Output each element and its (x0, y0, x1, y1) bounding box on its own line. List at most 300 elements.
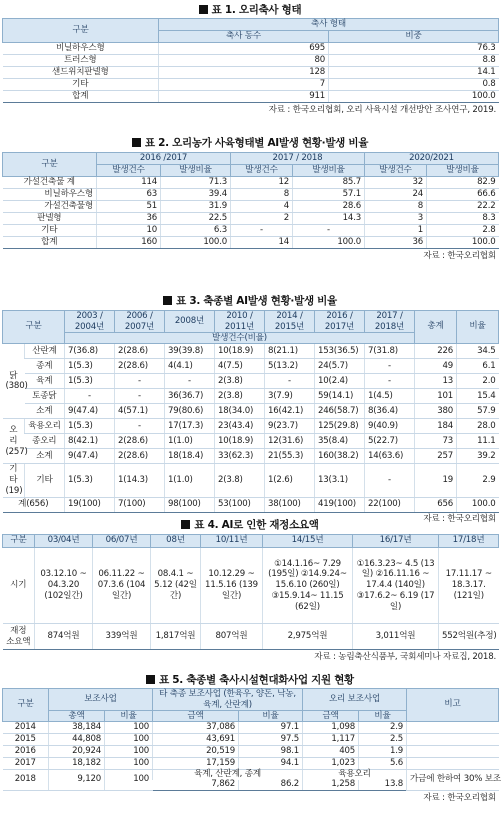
ratio-cell: 0.8 (329, 79, 499, 91)
count-cell: 911 (159, 91, 329, 103)
table-row (3, 213, 499, 225)
value-cell: 1,023 (303, 758, 359, 770)
t4-period: 14/15년 (263, 535, 353, 548)
t5-sub-header: 금액 (153, 711, 239, 722)
value-cell: 2(28.6) (115, 449, 165, 464)
value-cell: 17,159 (153, 758, 239, 770)
value-cell: 2(3.8) (215, 464, 265, 497)
value-cell: 160 (97, 237, 161, 249)
t5-body (3, 722, 499, 770)
t4-cost: 874억원 (35, 624, 93, 650)
t4-period: 16/17년 (353, 535, 439, 548)
value-cell: 2(28.6) (115, 344, 165, 359)
count-cell: 695 (159, 43, 329, 55)
value-cell: 1(1.0) (165, 464, 215, 497)
value-cell: 19 (415, 464, 457, 497)
table-row (3, 201, 499, 213)
row-label: 2015 (3, 734, 49, 746)
value-cell: 49 (415, 359, 457, 374)
table-row (3, 722, 499, 734)
value-cell: 100 (105, 722, 153, 734)
value-cell: 71.3 (161, 177, 231, 189)
t5-2018-ratio: 100 (105, 770, 153, 791)
row-label: 소계 (25, 449, 65, 464)
t5-sub-header: 비율 (105, 711, 153, 722)
value-cell: 9(40.9) (365, 419, 415, 434)
value-cell: - (115, 389, 165, 404)
value-cell: 32 (365, 177, 427, 189)
value-cell (407, 722, 499, 734)
value-cell: 6.3 (161, 225, 231, 237)
row-label: 종오리 (25, 434, 65, 449)
table-row (3, 189, 499, 201)
t2-sub-header: 발생건수 (231, 165, 293, 177)
value-cell: 2(3.8) (215, 374, 265, 389)
value-cell: 1(2.6) (265, 464, 315, 497)
ratio-cell: 8.8 (329, 55, 499, 67)
value-cell: 39.4 (161, 189, 231, 201)
count-cell: 7 (159, 79, 329, 91)
value-cell: 59(14.1) (315, 389, 365, 404)
value-cell: 18,182 (49, 758, 105, 770)
value-cell: 8(21.1) (265, 344, 315, 359)
table-4 (2, 534, 499, 650)
value-cell: 3(7.9) (265, 389, 315, 404)
t3-year-header: 2010 / 2011년 (215, 311, 265, 333)
value-cell: 10(18.9) (215, 344, 265, 359)
value-cell: 43,691 (153, 734, 239, 746)
t4-date: ①16.3.23~ 4.5 (13일) ②16.11.16 ~ 17.4.4 (140일) ③17.6.2~ 6.19 (17일) (353, 548, 439, 624)
value-cell: 38(100) (265, 497, 315, 512)
t5-2018-other-ratio: 86.2 (239, 780, 303, 790)
t3-year-header: 2003 / 2004년 (65, 311, 115, 333)
t4-source: 자료 : 농림축산식품부, 국회세미나 자료집, 2018. (314, 652, 496, 662)
value-cell: 51 (97, 201, 161, 213)
table-4-block (2, 517, 498, 664)
t5-header-support: 보조사업 (49, 689, 153, 711)
t5-2018-duck-label: 육용오리 (303, 770, 407, 780)
table-row (3, 374, 499, 389)
value-cell: 2(28.6) (115, 434, 165, 449)
value-cell: 100.0 (161, 237, 231, 249)
bullet-square-icon (146, 675, 155, 684)
t2-period: 2017 / 2018 (231, 153, 365, 165)
value-cell: 57.9 (457, 404, 499, 419)
value-cell: 9(47.4) (65, 449, 115, 464)
value-cell: 7(100) (115, 497, 165, 512)
value-cell: 160(38.2) (315, 449, 365, 464)
t4-date: 17.11.17 ~ 18.3.17. (121일) (439, 548, 499, 624)
value-cell: 8(36.4) (365, 404, 415, 419)
t4-cost: 339억원 (93, 624, 151, 650)
value-cell: 98.1 (239, 746, 303, 758)
value-cell: 82.9 (427, 177, 499, 189)
value-cell: 4(57.1) (115, 404, 165, 419)
table-row (3, 91, 499, 103)
t5-2018-note: 가금에 한하여 30% 보조 (407, 770, 499, 791)
value-cell: 100 (105, 734, 153, 746)
value-cell: 2(28.6) (115, 359, 165, 374)
t1-header-type: 축사 형태 (159, 19, 499, 31)
value-cell: 184 (415, 419, 457, 434)
t4-cost: 1,817억원 (151, 624, 201, 650)
t1-source: 자료 : 한국오리협회, 오리 사육시설 개선방안 조사연구, 2019. (268, 105, 496, 115)
t1-header-ratio: 비중 (329, 31, 499, 43)
t5-2018-duck-amount: 1,258 (303, 780, 359, 790)
value-cell: 35(8.4) (315, 434, 365, 449)
row-label: 트러스형 (3, 55, 159, 67)
value-cell: 4 (231, 201, 293, 213)
bullet-square-icon (199, 5, 208, 14)
row-label: 계(656) (3, 497, 65, 512)
value-cell: 2.5 (359, 734, 407, 746)
row-label: 비닐하우스형 (3, 43, 159, 55)
ratio-cell: 14.1 (329, 67, 499, 79)
value-cell: 36(36.7) (165, 389, 215, 404)
value-cell: 8 (231, 189, 293, 201)
table-row (3, 177, 499, 189)
t4-period: 10/11년 (201, 535, 263, 548)
t4-period: 06/07년 (93, 535, 151, 548)
table-1-title: 표 1. 오리축사 형태 (2, 2, 498, 18)
table-1-block (2, 2, 498, 117)
t3-header-ratio: 비율 (457, 311, 499, 344)
value-cell: 10(2.4) (315, 374, 365, 389)
t4-period: 17/18년 (439, 535, 499, 548)
t2-sub-header: 발생건수 (365, 165, 427, 177)
row-label: 종계 (25, 359, 65, 374)
value-cell: 8 (365, 201, 427, 213)
value-cell: - (293, 225, 365, 237)
row-label: 기타 (25, 464, 65, 497)
t5-header-group: 구분 (3, 689, 49, 722)
value-cell: 656 (415, 497, 457, 512)
t3-body (3, 344, 499, 512)
value-cell: 85.7 (293, 177, 365, 189)
value-cell: 19(100) (65, 497, 115, 512)
value-cell: 53(100) (215, 497, 265, 512)
value-cell: 125(29.8) (315, 419, 365, 434)
t4-date: ①14.1.16~ 7.29 (195일) ②14.9.24~ 15.6.10 (260일) ③15.9.14~ 11.15 (62일) (263, 548, 353, 624)
row-label: 가설건축물 계 (3, 177, 97, 189)
row-label: 기타 (3, 79, 159, 91)
t5-sub-header: 금액 (303, 711, 359, 722)
t3-header-group: 구분 (3, 311, 65, 344)
table-3 (2, 310, 499, 513)
value-cell: 20,519 (153, 746, 239, 758)
table-row (3, 734, 499, 746)
t3-year-header: 2008년 (165, 311, 215, 333)
count-cell: 80 (159, 55, 329, 67)
value-cell: 1(14.3) (115, 464, 165, 497)
value-cell: - (265, 374, 315, 389)
t4-cost: 2,975억원 (263, 624, 353, 650)
t3-year-header: 2016 / 2017년 (315, 311, 365, 333)
row-label: 합계 (3, 237, 97, 249)
t4-cost: 807억원 (201, 624, 263, 650)
value-cell: 8(42.1) (65, 434, 115, 449)
table-1 (2, 18, 499, 103)
value-cell (407, 734, 499, 746)
value-cell: 1(5.3) (65, 464, 115, 497)
row-label: 가설건축물형 (3, 201, 97, 213)
value-cell: 9(23.7) (265, 419, 315, 434)
table-row (3, 344, 499, 359)
table-row (3, 419, 499, 434)
table-row (3, 404, 499, 419)
t4-date: 08.4.1 ~ 5.12 (42일간) (151, 548, 201, 624)
t3-year-header: 2014 / 2015년 (265, 311, 315, 333)
t5-header-other: 타 축종 보조사업 (한육우, 양돈, 낙농, 육계, 산란계) (153, 689, 303, 711)
value-cell: 28.0 (457, 419, 499, 434)
value-cell: 1 (365, 225, 427, 237)
value-cell: 3 (365, 213, 427, 225)
value-cell: 1(5.3) (65, 419, 115, 434)
value-cell: 36 (97, 213, 161, 225)
value-cell: 2 (231, 213, 293, 225)
value-cell: 1.9 (359, 746, 407, 758)
value-cell: 66.6 (427, 189, 499, 201)
value-cell: 39.2 (457, 449, 499, 464)
value-cell: 257 (415, 449, 457, 464)
t2-period: 2020/2021 (365, 153, 499, 165)
value-cell: 97.1 (239, 722, 303, 734)
row-label: 합계 (3, 91, 159, 103)
table-row (3, 43, 499, 55)
table-5 (2, 688, 499, 791)
value-cell: 13 (415, 374, 457, 389)
value-cell: 4(7.5) (215, 359, 265, 374)
t3-year-header: 2017 / 2018년 (365, 311, 415, 333)
value-cell: 100 (105, 746, 153, 758)
value-cell (407, 746, 499, 758)
table-row (3, 746, 499, 758)
t5-2018-other-label: 육계, 산란계, 종계 (153, 770, 303, 780)
table-row (3, 237, 499, 249)
t5-source: 자료 : 한국오리협회 (423, 793, 496, 804)
t5-sub-header: 비율 (239, 711, 303, 722)
t2-source: 자료 : 한국오리협회 (423, 251, 496, 261)
t5-2018-other-amount: 7,862 (153, 780, 239, 790)
table-row (3, 449, 499, 464)
t2-sub-header: 발생비율 (161, 165, 231, 177)
table-5-title: 표 5. 축종별 축사시설현대화사업 지원 현황 (2, 672, 498, 688)
value-cell: 14.3 (293, 213, 365, 225)
t2-period: 2016 /2017 (97, 153, 231, 165)
value-cell: 22.5 (161, 213, 231, 225)
value-cell: 2.9 (457, 464, 499, 497)
value-cell: 2.8 (427, 225, 499, 237)
table-row (3, 225, 499, 237)
row-label: 샌드위치판넬형 (3, 67, 159, 79)
value-cell: 37,086 (153, 722, 239, 734)
group-label: 기타 (19) (3, 464, 25, 497)
table-row (3, 464, 499, 497)
value-cell: 24 (365, 189, 427, 201)
t4-period-label: 시기 (3, 548, 35, 624)
t2-sub-header: 발생비율 (293, 165, 365, 177)
value-cell: 5(13.2) (265, 359, 315, 374)
row-label: 육용오리 (25, 419, 65, 434)
value-cell: 13(3.1) (315, 464, 365, 497)
bullet-square-icon (132, 138, 141, 147)
value-cell: 14(63.6) (365, 449, 415, 464)
value-cell: 15.4 (457, 389, 499, 404)
value-cell: 21(55.3) (265, 449, 315, 464)
value-cell: 17(17.3) (165, 419, 215, 434)
value-cell: 380 (415, 404, 457, 419)
value-cell: 31.9 (161, 201, 231, 213)
row-label: 토종닭 (25, 389, 65, 404)
value-cell: 57.1 (293, 189, 365, 201)
value-cell: 33(62.3) (215, 449, 265, 464)
row-label: 소계 (25, 404, 65, 419)
t5-sub-header: 비율 (359, 711, 407, 722)
value-cell: 5(22.7) (365, 434, 415, 449)
value-cell: 12 (231, 177, 293, 189)
value-cell: 24(5.7) (315, 359, 365, 374)
table-2 (2, 152, 499, 249)
value-cell: 73 (415, 434, 457, 449)
row-label: 판넬형 (3, 213, 97, 225)
t2-header-group: 구분 (3, 153, 97, 177)
value-cell: 7(36.8) (65, 344, 115, 359)
table-row (3, 497, 499, 512)
value-cell: 38,184 (49, 722, 105, 734)
value-cell: 9(47.4) (65, 404, 115, 419)
value-cell: 11.1 (457, 434, 499, 449)
value-cell: 114 (97, 177, 161, 189)
value-cell: 100 (105, 758, 153, 770)
table-2-block (2, 135, 498, 263)
t4-date: 03.12.10 ~ 04.3.20 (102일간) (35, 548, 93, 624)
table-row (3, 55, 499, 67)
value-cell: 23(43.4) (215, 419, 265, 434)
row-label: 비닐하우스형 (3, 189, 97, 201)
row-label: 기타 (3, 225, 97, 237)
bullet-square-icon (181, 520, 190, 529)
t2-sub-header: 발생건수 (97, 165, 161, 177)
value-cell: 10(18.9) (215, 434, 265, 449)
t5-header-duck: 오리 보조사업 (303, 689, 407, 711)
row-label: 2016 (3, 746, 49, 758)
value-cell: 16(42.1) (265, 404, 315, 419)
value-cell: 2.0 (457, 374, 499, 389)
value-cell: 97.5 (239, 734, 303, 746)
table-2-title: 표 2. 오리농가 사육형태별 AI발생 현황·발생 비율 (2, 135, 498, 152)
t3-source: 자료 : 한국오리협회 (423, 513, 496, 524)
bullet-square-icon (163, 296, 172, 305)
table-5-block (2, 672, 501, 805)
value-cell: 63 (97, 189, 161, 201)
value-cell: 5.6 (359, 758, 407, 770)
value-cell: 44,808 (49, 734, 105, 746)
ratio-cell: 100.0 (329, 91, 499, 103)
value-cell: 10 (97, 225, 161, 237)
value-cell: 7(31.8) (365, 344, 415, 359)
value-cell: 12(31.6) (265, 434, 315, 449)
t1-header-count: 축사 동수 (159, 31, 329, 43)
value-cell: 4(4.1) (165, 359, 215, 374)
value-cell: - (115, 419, 165, 434)
value-cell: 246(58.7) (315, 404, 365, 419)
value-cell: 2.9 (359, 722, 407, 734)
value-cell: - (165, 374, 215, 389)
value-cell: 39(39.8) (165, 344, 215, 359)
value-cell: - (65, 389, 115, 404)
t4-period: 08년 (151, 535, 201, 548)
t3-unit-header: 발생건수(비율) (65, 333, 415, 344)
table-row (3, 79, 499, 91)
t3-year-header: 2006 / 2007년 (115, 311, 165, 333)
ratio-cell: 76.3 (329, 43, 499, 55)
table-row (3, 67, 499, 79)
t4-header-group: 구분 (3, 535, 35, 548)
value-cell: 100.0 (457, 497, 499, 512)
t1-body (3, 43, 499, 103)
value-cell: 405 (303, 746, 359, 758)
t5-2018-total: 9,120 (49, 770, 105, 791)
value-cell: 153(36.5) (315, 344, 365, 359)
value-cell: - (365, 359, 415, 374)
value-cell: 101 (415, 389, 457, 404)
value-cell: 18(18.4) (165, 449, 215, 464)
table-row (3, 359, 499, 374)
value-cell: 14 (231, 237, 293, 249)
value-cell: 1(4.5) (365, 389, 415, 404)
table-4-title: 표 4. AI로 인한 재정소요액 (2, 517, 498, 534)
group-label: 오리 (257) (3, 419, 25, 464)
value-cell: - (365, 374, 415, 389)
t4-cost: 3,011억원 (353, 624, 439, 650)
value-cell: 1(5.3) (65, 359, 115, 374)
t5-2018-year: 2018 (3, 770, 49, 791)
t4-cost-label: 재정 소요액 (3, 624, 35, 650)
value-cell: 94.1 (239, 758, 303, 770)
t1-header-group: 구분 (3, 19, 159, 43)
value-cell: 22.2 (427, 201, 499, 213)
table-3-block (2, 293, 498, 526)
value-cell: 28.6 (293, 201, 365, 213)
t5-2018-duck-ratio: 13.8 (359, 780, 407, 790)
value-cell: 226 (415, 344, 457, 359)
t4-cost: 552억원(추정) (439, 624, 499, 650)
value-cell: 22(100) (365, 497, 415, 512)
t2-sub-header: 발생비율 (427, 165, 499, 177)
value-cell: - (231, 225, 293, 237)
value-cell: 1(5.3) (65, 374, 115, 389)
row-label: 육계 (25, 374, 65, 389)
t3-header-total: 총계 (415, 311, 457, 344)
value-cell: 100.0 (427, 237, 499, 249)
value-cell: 36 (365, 237, 427, 249)
value-cell: 6.1 (457, 359, 499, 374)
value-cell: 8.3 (427, 213, 499, 225)
t4-date: 06.11.22 ~ 07.3.6 (104일간) (93, 548, 151, 624)
value-cell: 2(3.8) (215, 389, 265, 404)
value-cell: 1,117 (303, 734, 359, 746)
t2-body (3, 177, 499, 249)
count-cell: 128 (159, 67, 329, 79)
value-cell: 79(80.6) (165, 404, 215, 419)
value-cell: 18(34.0) (215, 404, 265, 419)
row-label: 2017 (3, 758, 49, 770)
table-row (3, 434, 499, 449)
row-label: 산란계 (25, 344, 65, 359)
value-cell: 1(1.0) (165, 434, 215, 449)
table-row (3, 389, 499, 404)
t5-sub-header: 총액 (49, 711, 105, 722)
